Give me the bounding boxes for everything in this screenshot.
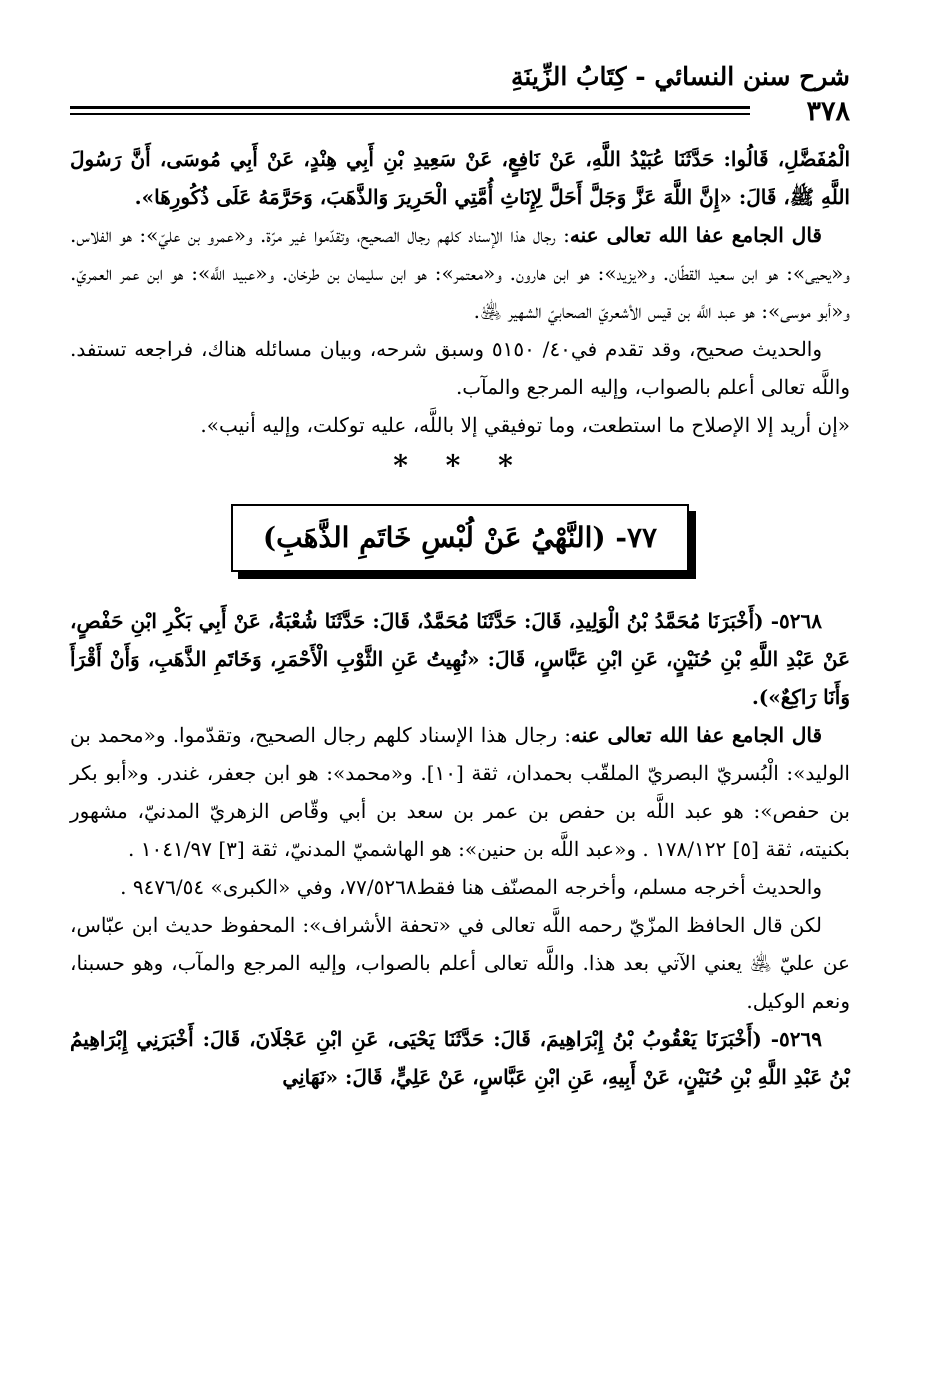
header-rule-thin: [70, 113, 750, 115]
book-page: [70, 52, 850, 1352]
hadith-5269: ٥٢٦٩- (أَخْبَرَنَا يَعْقُوبُ بْنُ إِبْرَاهِيمَ، قَالَ: حَدَّثَنَا يَحْيَى، عَنِ ابْنِ عَجْلَانَ، قَالَ: أَخْبَرَنِي إِبْرَاهِيمُ بْنُ عَبْدِ اللَّهِ بْنِ حُنَيْنٍ، عَنْ أَبِيهِ، عَنِ ابْنِ عَبَّاسٍ، عَنْ عَلِيٍّ، قَالَ: «نَهَانِي: [70, 1027, 850, 1089]
chapter-heading: ٧٧- (النَّهْيُ عَنْ لُبْسِ خَاتَمِ الذَّهَبِ): [231, 504, 689, 572]
commentary-text: : رجال هذا الإسناد كلهم رجال الصحيح، وتقدّموا غير مرّة. و«عمرو بن عليّ»: هو الفلاس. و«يحيى»: هو ابن سعيد القطّان. و«يزيد»: هو ابن هارون. و«معتمر»: هو ابن سليمان بن طرخان. و«عبيد اللَّه»: هو ابن عمر العمريّ. و«أبو موسى»: هو عبد اللَّه بن قيس الأشعريّ الصحابيّ الشهير ﵁.: [70, 223, 850, 323]
closing-quote: «إن أريد إلا الإصلاح ما استطعت، وما توفيقي إلا باللَّه، عليه توكلت، وإليه أنيب».: [200, 413, 850, 437]
hadith-status-paragraph: والحديث صحيح، وقد تقدم في٤٠/ ٥١٥٠ وسبق شرحه، وبيان مسائله هناك، فراجعه تستفد. واللَّه تعالى أعلم بالصواب، وإليه المرجع والمآب.: [70, 337, 850, 399]
commentary-text: : رجال هذا الإسناد كلهم رجال الصحيح، وتقدّموا. و«محمد بن الوليد»: الْبُسريّ البصريّ الملقّب بحمدان، ثقة [١٠]. و«محمد»: هو ابن جعفر، غندر. و«أبو بكر بن حفص»: هو عبد اللَّه بن حفص بن عمر بن سعد بن أبي وقّاص الزهريّ المدنيّ، مشهور بكنيته، ثقة [٥] ١٧٨/١٢٢ . و«عبد اللَّه بن حنين»: هو الهاشميّ المدنيّ، ثقة [٣] ١٠٤١/٩٧ .: [70, 723, 850, 861]
running-title: شرح سنن النسائي - كِتَابُ الزِّينَةِ: [511, 62, 850, 91]
header-rule-thick: [70, 106, 750, 109]
mizzi-paragraph: لكن قال الحافظ المزّيّ رحمه اللَّه تعالى في «تحفة الأشراف»: المحفوظ حديث ابن عبّاس، عن عليّ ﵁ يعني الآتي بعد هذا. واللَّه تعالى أعلم بالصواب، وإليه المرجع والمآب، وهو حسبنا، ونعم الوكيل.: [70, 913, 850, 1013]
page-content: [70, 140, 850, 1096]
header-bar: [70, 92, 850, 132]
commentary-paragraph: [70, 216, 850, 330]
commentary-paragraph-5268: [70, 716, 850, 868]
commentary-label: قال الجامع عفا الله تعالى عنه: [569, 223, 822, 247]
commentary-label: قال الجامع عفا الله تعالى عنه: [571, 723, 823, 747]
page-number: ٣٧٨: [806, 96, 850, 127]
hadith-continuation: الْمُفَضَّلِ، قَالُوا: حَدَّثَنَا عُبَيْدُ اللَّهِ، عَنْ نَافِعٍ، عَنْ سَعِيدِ بْنِ أَبِي هِنْدٍ، عَنْ أَبِي مُوسَى، أَنَّ رَسُولَ اللَّهِ ﷺ، قَالَ: «إِنَّ اللَّهَ عَزَّ وَجَلَّ أَحَلَّ لِإِنَاثِ أُمَّتِي الْحَرِيرَ وَالذَّهَبَ، وَحَرَّمَهُ عَلَى ذُكُورِهَا».: [70, 147, 850, 209]
hadith-status-paragraph-5268: والحديث أخرجه مسلم، وأخرجه المصنّف هنا فقط٧٧/٥٢٦٨، وفي «الكبرى» ٩٤٧٦/٥٤ .: [120, 875, 822, 899]
section-separator: * * *: [393, 449, 527, 482]
hadith-5268: ٥٢٦٨- (أَخْبَرَنَا مُحَمَّدُ بْنُ الْوَلِيدِ، قَالَ: حَدَّثَنَا مُحَمَّدٌ، قَالَ: حَدَّثَنَا شُعْبَةُ، عَنْ أَبِي بَكْرِ ابْنِ حَفْصٍ، عَنْ عَبْدِ اللَّهِ بْنِ حُنَيْنٍ، عَنِ ابْنِ عَبَّاسٍ، قَالَ: «نُهِيتُ عَنِ الثَّوْبِ الْأَحْمَرِ، وَخَاتَمِ الذَّهَبِ، وَأَنْ أَقْرَأَ وَأَنَا رَاكِعٌ»).: [70, 609, 850, 709]
chapter-heading-wrap: [70, 504, 850, 572]
